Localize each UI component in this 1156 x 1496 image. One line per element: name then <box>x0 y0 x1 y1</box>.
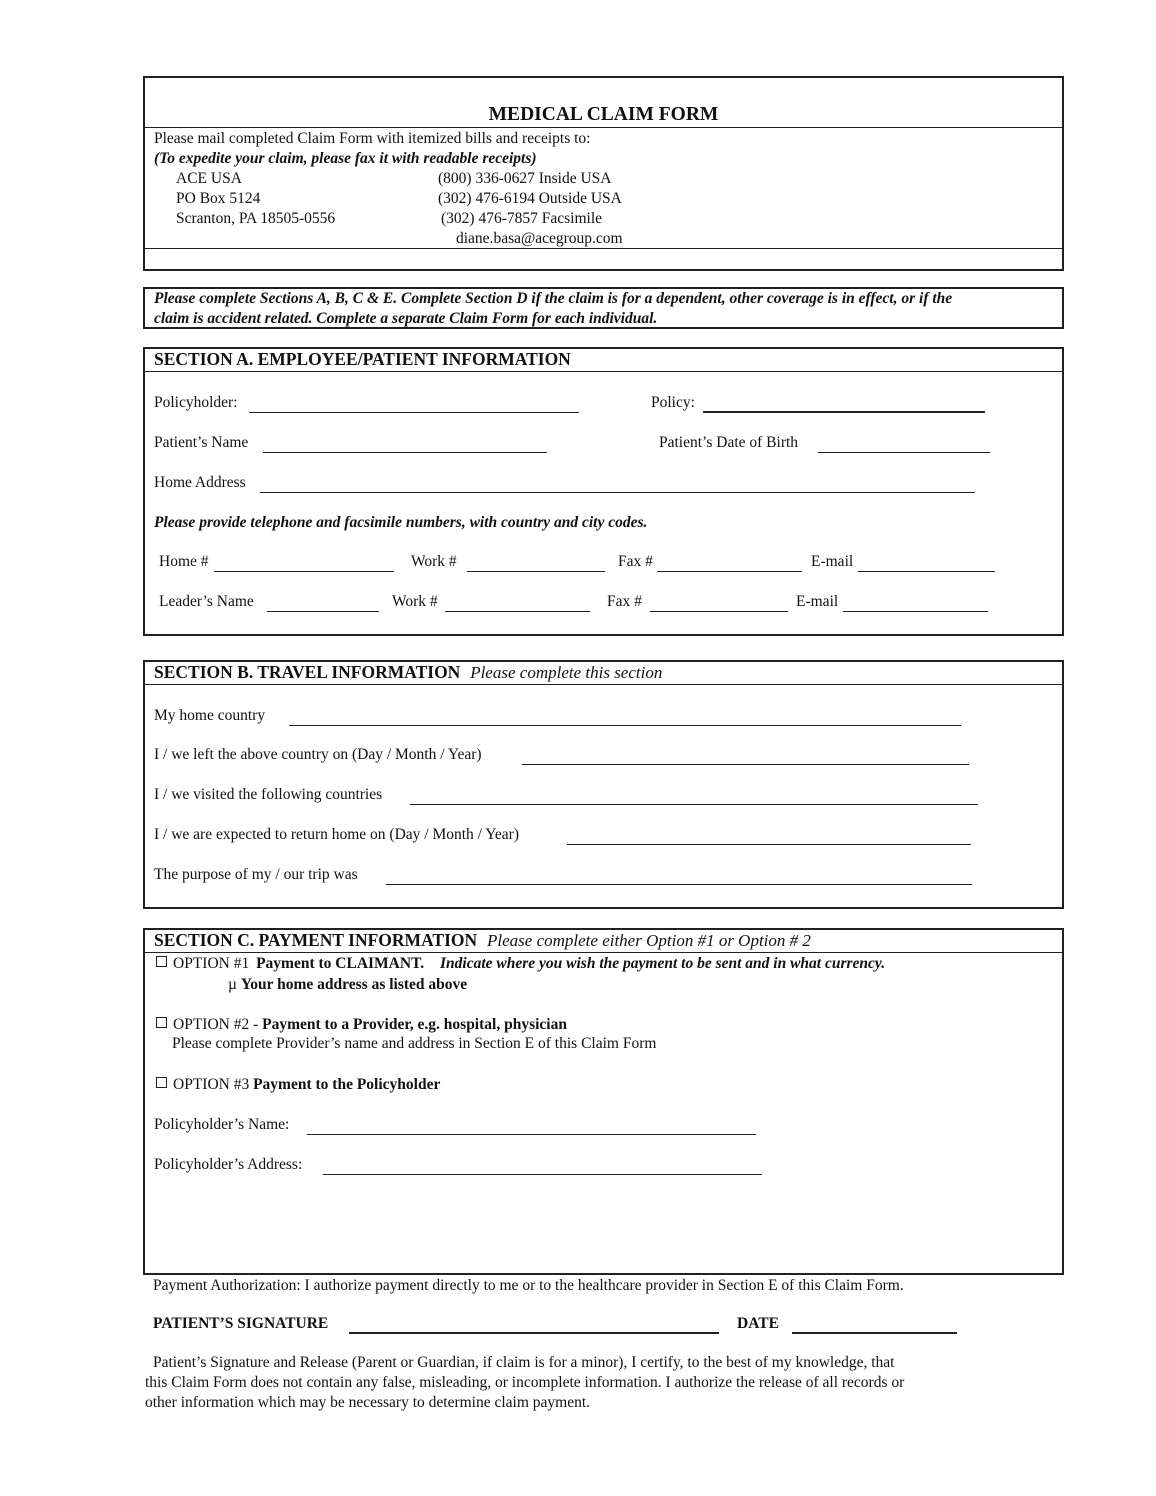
leader-fax-label: Fax # <box>607 593 642 610</box>
leader-email-label: E-mail <box>796 593 839 610</box>
patient-dob-label: Patient’s Date of Birth <box>659 434 799 451</box>
patient-name-label: Patient’s Name <box>154 434 249 451</box>
section-b-header <box>154 663 662 683</box>
policyholder-field[interactable] <box>249 398 579 413</box>
payment-authorization: Payment Authorization: I authorize payment directly to me or to the healthcare provider in Section E of this Claim Form. <box>153 1277 904 1294</box>
policyholder-label: Policyholder: <box>154 394 238 411</box>
section-a-divider <box>145 371 1062 372</box>
leader-fax-field[interactable] <box>650 597 788 612</box>
section-c-title: SECTION C. PAYMENT INFORMATION <box>154 930 478 950</box>
patient-name-field[interactable] <box>263 438 547 453</box>
option-2-title: Payment to a Provider, e.g. hospital, physician <box>262 1016 567 1033</box>
section-b-title: SECTION B. TRAVEL INFORMATION <box>154 662 461 682</box>
option-1-sub-text: Your home address as listed above <box>240 976 468 993</box>
header-divider-top <box>145 127 1062 128</box>
departure-date-label: I / we left the above country on (Day / Month / Year) <box>154 746 482 763</box>
option-2-checkbox[interactable] <box>156 1017 167 1028</box>
home-country-label: My home country <box>154 707 266 724</box>
date-label: DATE <box>737 1315 779 1332</box>
section-b-note: Please complete this section <box>470 663 663 682</box>
section-c-header <box>154 931 811 951</box>
trip-purpose-field[interactable] <box>386 870 972 885</box>
trip-purpose-label: The purpose of my / our trip was <box>154 866 358 883</box>
leader-work-label: Work # <box>392 593 438 610</box>
option-2-row[interactable] <box>156 1016 567 1034</box>
email-field[interactable] <box>858 557 995 572</box>
leader-name-label: Leader’s Name <box>159 593 254 610</box>
departure-date-field[interactable] <box>522 750 969 765</box>
address-line-1: ACE USA <box>176 170 242 187</box>
contact-outside-usa: (302) 476-6194 Outside USA <box>438 190 622 207</box>
address-line-2: PO Box 5124 <box>176 190 261 207</box>
option-2-sub: Please complete Provider’s name and address in Section E of this Claim Form <box>172 1035 657 1052</box>
leader-work-field[interactable] <box>445 597 590 612</box>
return-date-label: I / we are expected to return home on (Day / Month / Year) <box>154 826 519 843</box>
work-phone-field[interactable] <box>467 557 605 572</box>
policyholder-name-label: Policyholder’s Name: <box>154 1116 290 1133</box>
contact-inside-usa: (800) 336-0627 Inside USA <box>438 170 612 187</box>
instructions-line-2: claim is accident related. Complete a separate Claim Form for each individual. <box>154 310 658 327</box>
instructions-line-1: Please complete Sections A, B, C & E. Complete Section D if the claim is for a dependent, other coverage is in effect, or if the <box>154 290 953 307</box>
home-country-field[interactable] <box>289 711 961 726</box>
option-3-row[interactable] <box>156 1076 440 1094</box>
date-field[interactable] <box>792 1318 957 1334</box>
home-address-field[interactable] <box>260 478 975 493</box>
home-phone-label: Home # <box>159 553 209 570</box>
return-date-field[interactable] <box>567 830 971 845</box>
home-phone-field[interactable] <box>214 557 394 572</box>
leader-name-field[interactable] <box>267 597 379 612</box>
option-1-row[interactable] <box>156 955 885 973</box>
option-1-title: Payment to CLAIMANT. <box>256 955 425 972</box>
option-3-prefix: OPTION #3 <box>173 1076 250 1093</box>
contact-email: diane.basa@acegroup.com <box>456 230 623 247</box>
mail-instructions: Please mail completed Claim Form with itemized bills and receipts to: <box>154 130 591 147</box>
option-3-checkbox[interactable] <box>156 1077 167 1088</box>
fax-label: Fax # <box>618 553 653 570</box>
option-1-instruction: Indicate where you wish the payment to be sent and in what currency. <box>440 955 886 972</box>
section-b-divider <box>145 684 1062 685</box>
section-c-divider <box>145 952 1062 953</box>
option-2-prefix: OPTION #2 - <box>173 1016 259 1033</box>
policy-field[interactable] <box>703 397 985 413</box>
patient-signature-label: PATIENT’S SIGNATURE <box>153 1315 329 1332</box>
email-label: E-mail <box>811 553 854 570</box>
release-line-1: Patient’s Signature and Release (Parent or Guardian, if claim is for a minor), I certify, to the best of my knowledge, that <box>153 1354 895 1371</box>
patient-signature-field[interactable] <box>349 1318 719 1334</box>
option-3-title: Payment to the Policyholder <box>253 1076 441 1093</box>
patient-dob-field[interactable] <box>818 438 990 453</box>
leader-email-field[interactable] <box>843 597 988 612</box>
visited-countries-label: I / we visited the following countries <box>154 786 383 803</box>
fax-instructions: (To expedite your claim, please fax it with readable receipts) <box>154 150 537 167</box>
form-title: MEDICAL CLAIM FORM <box>488 104 719 125</box>
release-line-3: other information which may be necessary to determine claim payment. <box>145 1394 591 1411</box>
work-phone-label: Work # <box>411 553 457 570</box>
policyholder-address-field[interactable] <box>323 1160 762 1175</box>
policy-label: Policy: <box>651 394 695 411</box>
option-1-sub <box>228 976 467 994</box>
header-divider-bottom <box>145 248 1062 249</box>
section-c-note: Please complete either Option #1 or Option # 2 <box>487 931 811 950</box>
visited-countries-field[interactable] <box>410 790 978 805</box>
phone-note: Please provide telephone and facsimile numbers, with country and city codes. <box>154 514 648 531</box>
home-address-label: Home Address <box>154 474 246 491</box>
address-line-3: Scranton, PA 18505-0556 <box>176 210 336 227</box>
policyholder-address-label: Policyholder’s Address: <box>154 1156 303 1173</box>
release-line-2: this Claim Form does not contain any false, misleading, or incomplete information. I authorize the release of all records or <box>145 1374 905 1391</box>
option-1-checkbox[interactable] <box>156 956 167 967</box>
section-a-title: SECTION A. EMPLOYEE/PATIENT INFORMATION <box>154 349 571 369</box>
option-1-prefix: OPTION #1 <box>173 955 250 972</box>
fax-field[interactable] <box>657 557 802 572</box>
option-1-sub-symbol: µ <box>228 976 237 993</box>
contact-facsimile: (302) 476-7857 Facsimile <box>441 210 603 227</box>
policyholder-name-field[interactable] <box>307 1120 756 1135</box>
